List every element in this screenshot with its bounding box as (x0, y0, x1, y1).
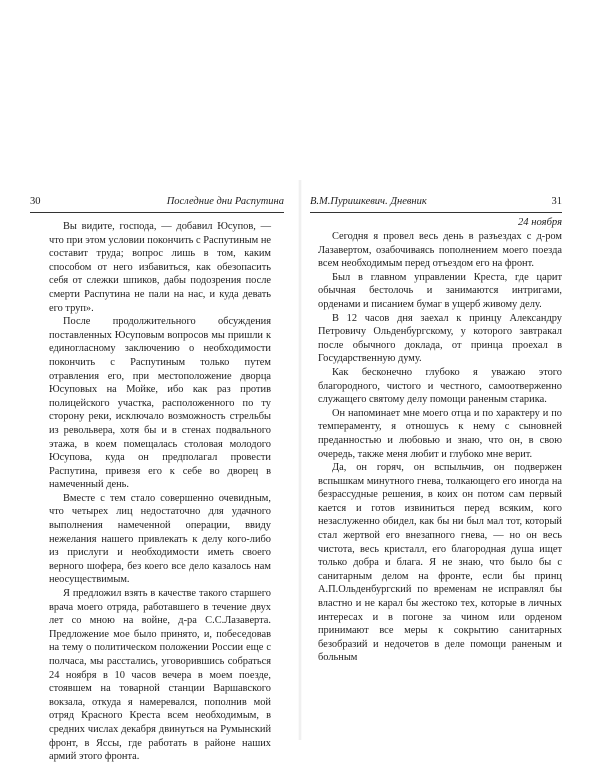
diary-date: 24 ноября (518, 217, 562, 228)
paragraph: После продолжительного обсуждения поставленных Юсуповым вопросов мы пришли к единогласному заключению о необходимости покончить с Распутиным только путем отравления его, при местоположение дворца Юсуповых на Мойке, ибо как раз против полицейского участка, расположенного по ту сторону реки, исключало возможность стрельбы из револьвера, хотя бы и в стенах подвального этажа, в коем помещалась столовая молодого Юсупова, куда он предполагал провести Распутина, привезя его к себе во дворец в намеченный день. (49, 316, 271, 491)
right-page (300, 0, 600, 750)
paragraph: Я предложил взять в качестве такого старшего врача моего отряда, работавшего в течение двух лет со мною на войне, д-ра С.С.Лазаверта. Предложение мое было принято, и, побеседовав на тему о политическом положении России еще с полчаса, мы расстались, уговорившись собраться 24 ноября в 10 часов вечера в моем поезде, стоявшем на товарной станции Варшавского вокзала, откуда я намеревался, пополнив мой отряд Красного Креста всем необходимым, в средних числах декабря двинуться на Румынский фронт, в Яссы, где работать в районе наших армий этого фронта. (49, 588, 271, 763)
right-page-body (318, 216, 562, 665)
paragraph: Был в главном управлении Креста, где царит обычная бестолочь и занимаются интригами, орденами и писанием бумаг в ущерб живому делу. (318, 271, 562, 310)
paragraph: Он напоминает мне моего отца и по характеру и по темпераменту, я отношусь к нему с сыновней преданностью и любовью и знаю, что он, в свою очередь, также меня любит и глубоко мне верит. (318, 407, 562, 460)
running-title: Последние дни Распутина (166, 196, 284, 207)
page-number: 30 (30, 196, 41, 207)
running-title: В.М.Пуришкевич. Дневник (310, 196, 427, 207)
paragraph: Как бесконечно глубоко я уважаю этого благородного, чистого и честного, самоотверженно служащего святому делу помощи раненым старика. (318, 366, 562, 406)
paragraph: В 12 часов дня заехал к принцу Александру Петровичу Ольденбургскому, у которого завтракал после обычного доклада, от принца проехал в Государственную думу. (318, 312, 562, 365)
paragraph: Да, он горяч, он вспыльчив, он подвержен вспышкам минутного гнева, толкающего его иногда на безрассудные решения, в коих он потом сам первый кается и готов извиниться перед всяким, кого незаслуженно обидел, как бы ни был мал тот, который стал жертвой его внезапного гнева, — но он весь чистота, весь кристалл, его благородная душа ищет только добра и блага. Я не знаю, что было бы с санитарным делом на фронте, если бы принц А.П.Ольденбургский по временам не исправлял бы властно и не карал бы жестоко тех, которые в личных интересах и в погоне за чином или орденом принимают все меры к сокрытию санитарных безобразий и недочетов в деле помощи раненым и больным (318, 462, 562, 664)
left-page-body (49, 220, 271, 764)
right-page-header (310, 196, 562, 213)
paragraph: Сегодня я провел весь день в разъездах с д-ром Лазавертом, озабочиваясь пополнением моего поезда всем необходимым перед отъездом его на фронт. (318, 231, 562, 270)
left-page (0, 0, 300, 763)
paragraph: Вместе с тем стало совершенно очевидным, что четырех лиц недостаточно для удачного выполнения намеченной операции, ввиду нежелания нашего привлекать к делу кого-либо из прислуги и необходимости иметь своего верного шофера, без коего все дело казалось нам неосуществимым. (49, 492, 271, 586)
page-number: 31 (551, 196, 562, 207)
paragraph: Вы видите, господа, — добавил Юсупов, — что при этом условии покончить с Распутиным не составит труда; вопрос лишь в том, каким способом от него избавиться, как обезопасить себя от слежки шпиков, дабы подозрения после смерти Распутина не пали на нас, и куда девать его труп». (49, 221, 271, 314)
left-page-header (30, 196, 284, 213)
